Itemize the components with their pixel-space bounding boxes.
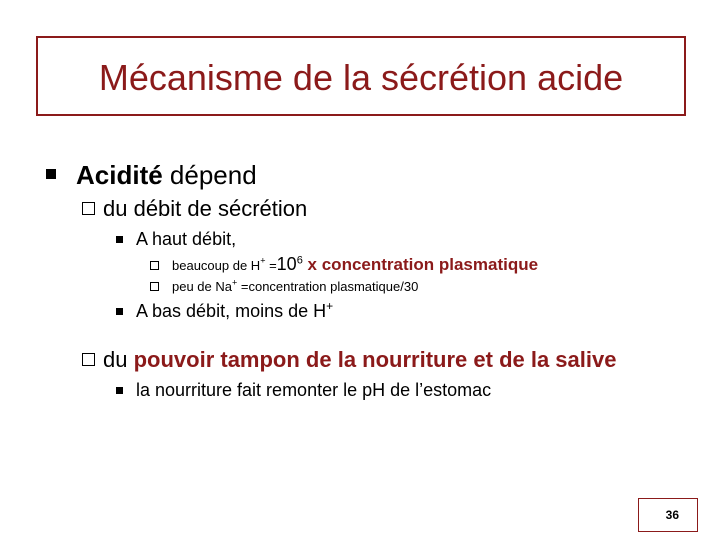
highlight-text: x concentration plasmatique xyxy=(302,255,539,274)
title-frame xyxy=(36,36,686,116)
bullet-level4-peu xyxy=(150,278,418,296)
hollow-square-bullet-icon xyxy=(150,261,159,270)
bullet-level3-nourriture xyxy=(116,379,491,401)
bullet-text: =concentration plasmatique/30 xyxy=(237,279,419,294)
bullet-level2-debit xyxy=(82,196,307,222)
bullet-level3-bas-debit xyxy=(116,300,333,322)
bullet-level1-acidite xyxy=(46,160,257,190)
superscript-exponent: 6 xyxy=(296,254,303,267)
superscript-plus: + xyxy=(326,299,334,313)
square-bullet-icon xyxy=(116,387,123,394)
bullet-level4-beaucoup xyxy=(150,253,538,277)
equals-text: = xyxy=(265,258,277,273)
slide-title: Mécanisme de la sécrétion acide xyxy=(98,57,624,98)
square-bullet-icon xyxy=(46,169,56,179)
bullet-level3-haut-debit xyxy=(116,228,236,250)
hollow-square-bullet-icon xyxy=(82,202,95,215)
bullet-level2-pouvoir-tampon xyxy=(82,347,616,373)
hollow-square-bullet-icon xyxy=(150,282,159,291)
superscript-plus: + xyxy=(260,255,266,266)
bullet-text: A bas débit, moins de H xyxy=(136,301,327,321)
bullet-text: peu de Na xyxy=(172,279,232,294)
bullet-text: la nourriture fait remonter le pH de l’estomac xyxy=(136,380,492,400)
page-number-box xyxy=(638,498,698,532)
bullet-text: du débit de sécrétion xyxy=(103,196,308,221)
power-base-text: 10 xyxy=(276,254,297,274)
hollow-square-bullet-icon xyxy=(82,353,95,366)
square-bullet-icon xyxy=(116,308,123,315)
bullet-text: dépend xyxy=(162,160,257,190)
bullet-text: du xyxy=(103,347,134,372)
bullet-strong-text: Acidité xyxy=(76,160,163,190)
bullet-text: A haut débit, xyxy=(136,229,237,249)
superscript-plus: + xyxy=(232,277,238,288)
bullet-text-small: beaucoup de H xyxy=(172,258,261,273)
page-number: 36 xyxy=(665,508,679,522)
highlight-text: pouvoir tampon de la nourriture et de la salive xyxy=(133,347,617,372)
square-bullet-icon xyxy=(116,236,123,243)
